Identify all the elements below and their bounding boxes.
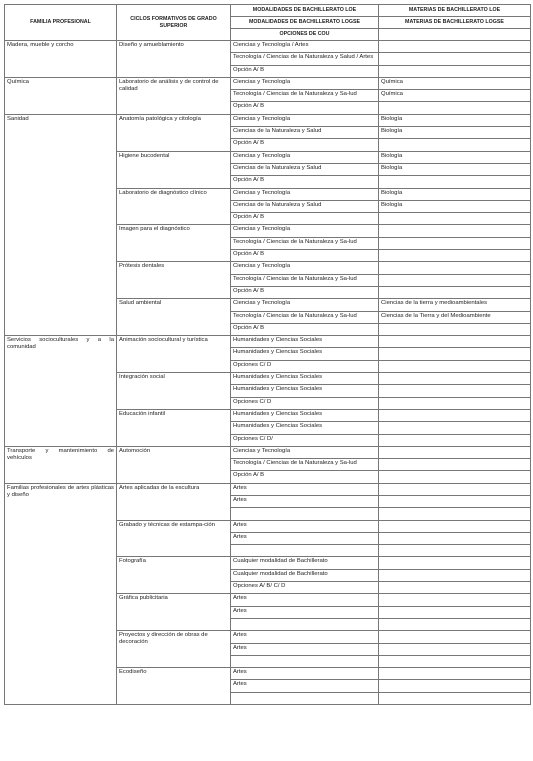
materia-cell: [379, 385, 531, 397]
modalidad-cell: Artes: [231, 495, 379, 507]
modalidad-cell: [231, 655, 379, 667]
header-mat-logse: MATERIAS DE BACHILLERATO LOGSE: [379, 17, 531, 29]
header-familia: FAMILIA PROFESIONAL: [5, 5, 117, 41]
modalidad-cell: [231, 692, 379, 704]
materia-cell: [379, 446, 531, 458]
materia-cell: [379, 459, 531, 471]
modalidad-cell: Cualquier modalidad de Bachillerato: [231, 569, 379, 581]
materia-cell: [379, 606, 531, 618]
materia-cell: Biología: [379, 163, 531, 175]
modalidad-cell: Opción A/ B: [231, 286, 379, 298]
modalidad-cell: [231, 545, 379, 557]
family-cell: Madera, mueble y corcho: [5, 41, 117, 78]
cycle-cell: Automoción: [117, 446, 231, 483]
materia-cell: [379, 274, 531, 286]
modalidad-cell: Ciencias y Tecnología: [231, 262, 379, 274]
materia-cell: Biología: [379, 200, 531, 212]
cycle-cell: Diseño y amueblamiento: [117, 41, 231, 78]
modalidad-cell: Tecnología / Ciencias de la Naturaleza y Sa-lud: [231, 311, 379, 323]
materia-cell: [379, 618, 531, 630]
materia-cell: [379, 668, 531, 680]
header-mod-logse: MODALIDADES DE BACHILLERATO LOGSE: [231, 17, 379, 29]
modalidad-cell: Tecnología / Ciencias de la Naturaleza y Sa-lud: [231, 274, 379, 286]
modalidad-cell: Ciencias y Tecnología: [231, 114, 379, 126]
family-cell: Transporte y mantenimiento de vehículos: [5, 446, 117, 483]
materia-cell: [379, 594, 531, 606]
modalidad-cell: Opción A/ B: [231, 323, 379, 335]
materia-cell: [379, 373, 531, 385]
modalidad-cell: Artes: [231, 606, 379, 618]
materia-cell: Biología: [379, 127, 531, 139]
modalidad-cell: Artes: [231, 483, 379, 495]
materia-cell: [379, 139, 531, 151]
cycle-cell: Anatomía patológica y citología: [117, 114, 231, 151]
modalidad-cell: Humanidades y Ciencias Sociales: [231, 373, 379, 385]
cycle-cell: Grabado y técnicas de estampa-ción: [117, 520, 231, 557]
table-row: [5, 77, 531, 89]
materia-cell: [379, 237, 531, 249]
modalidad-cell: Opción A/ B: [231, 250, 379, 262]
materia-cell: [379, 508, 531, 520]
modalidad-cell: Cualquier modalidad de Bachillerato: [231, 557, 379, 569]
header-mod-loe: MODALIDADES DE BACHILLERATO LOE: [231, 5, 379, 17]
modalidad-cell: Opción A/ B: [231, 176, 379, 188]
table-row: [5, 41, 531, 53]
materia-cell: [379, 250, 531, 262]
header-opciones-cou: OPCIONES DE COU: [231, 29, 379, 41]
modalidad-cell: Ciencias y Tecnología: [231, 77, 379, 89]
materia-cell: [379, 532, 531, 544]
modalidad-cell: Artes: [231, 680, 379, 692]
modalidad-cell: Opción A/ B: [231, 213, 379, 225]
materia-cell: [379, 422, 531, 434]
table-row: [5, 483, 531, 495]
cycle-cell: Artes aplicadas de la escultura: [117, 483, 231, 520]
materia-cell: [379, 631, 531, 643]
header-mat-loe: MATERIAS DE BACHILLERATO LOE: [379, 5, 531, 17]
family-cell: Familias profesionales de artes plásticas y diseño: [5, 483, 117, 704]
modalidad-cell: Ciencias y Tecnología / Artes: [231, 41, 379, 53]
modalidad-cell: Artes: [231, 520, 379, 532]
modalidad-cell: Tecnología / Ciencias de la Naturaleza y Sa-lud: [231, 459, 379, 471]
modalidad-cell: [231, 618, 379, 630]
cycle-cell: Animación sociocultural y turística: [117, 336, 231, 373]
cycle-cell: Laboratorio de análisis y de control de calidad: [117, 77, 231, 114]
materia-cell: [379, 225, 531, 237]
modalidad-cell: Ciencias de la Naturaleza y Salud: [231, 163, 379, 175]
materia-cell: [379, 409, 531, 421]
table-header: [5, 5, 531, 41]
family-cell: Sanidad: [5, 114, 117, 335]
materia-cell: [379, 495, 531, 507]
modalidad-cell: Artes: [231, 668, 379, 680]
materia-cell: [379, 520, 531, 532]
cycle-cell: Fotografía: [117, 557, 231, 594]
materia-cell: [379, 65, 531, 77]
cycle-cell: Educación infantil: [117, 409, 231, 446]
modalidad-cell: Opciones C/ D: [231, 360, 379, 372]
modalidad-cell: Tecnología / Ciencias de la Naturaleza y Sa-lud: [231, 90, 379, 102]
modalidad-cell: Ciencias y Tecnología: [231, 188, 379, 200]
materia-cell: Ciencias de la tierra y medioambientales: [379, 299, 531, 311]
materia-cell: [379, 360, 531, 372]
materia-cell: Biología: [379, 188, 531, 200]
modalidad-cell: Ciencias y Tecnología: [231, 446, 379, 458]
modalidad-cell: Humanidades y Ciencias Sociales: [231, 409, 379, 421]
materia-cell: [379, 582, 531, 594]
modalidad-cell: Ciencias y Tecnología: [231, 299, 379, 311]
table-row: [5, 336, 531, 348]
modalidad-cell: Ciencias y Tecnología: [231, 151, 379, 163]
table-row: [5, 114, 531, 126]
materia-cell: [379, 569, 531, 581]
modalidad-cell: Opciones C/ D: [231, 397, 379, 409]
modalidad-cell: [231, 508, 379, 520]
materia-cell: [379, 643, 531, 655]
modalidad-cell: Humanidades y Ciencias Sociales: [231, 348, 379, 360]
materia-cell: [379, 471, 531, 483]
modalidad-cell: Ciencias y Tecnología: [231, 225, 379, 237]
cycle-cell: Proyectos y dirección de obras de decoración: [117, 631, 231, 668]
materia-cell: [379, 434, 531, 446]
materia-cell: [379, 336, 531, 348]
table-row: [5, 446, 531, 458]
materia-cell: [379, 323, 531, 335]
cycle-cell: Imagen para el diagnóstico: [117, 225, 231, 262]
modalidad-cell: Humanidades y Ciencias Sociales: [231, 422, 379, 434]
materia-cell: Biología: [379, 114, 531, 126]
header-blank: [379, 29, 531, 41]
materia-cell: [379, 397, 531, 409]
modalidad-cell: Artes: [231, 631, 379, 643]
materia-cell: [379, 213, 531, 225]
modalidad-cell: Tecnología / Ciencias de la Naturaleza y Salud / Artes: [231, 53, 379, 65]
modalidad-cell: Opción A/ B: [231, 102, 379, 114]
cycle-cell: Integración social: [117, 373, 231, 410]
cycle-cell: Higiene bucodental: [117, 151, 231, 188]
eligibility-table: [4, 4, 531, 705]
materia-cell: [379, 102, 531, 114]
modalidad-cell: Opciones A/ B/ C/ D: [231, 582, 379, 594]
modalidad-cell: Ciencias de la Naturaleza y Salud: [231, 127, 379, 139]
materia-cell: [379, 262, 531, 274]
modalidad-cell: Humanidades y Ciencias Sociales: [231, 336, 379, 348]
materia-cell: [379, 545, 531, 557]
modalidad-cell: Ciencias de la Naturaleza y Salud: [231, 200, 379, 212]
table-body: [5, 41, 531, 705]
materia-cell: [379, 557, 531, 569]
cycle-cell: Ecodiseño: [117, 668, 231, 705]
cycle-cell: Prótesis dentales: [117, 262, 231, 299]
materia-cell: [379, 348, 531, 360]
materia-cell: [379, 41, 531, 53]
header-ciclos: CICLOS FORMATIVOS DE GRADO SUPERIOR: [117, 5, 231, 41]
materia-cell: [379, 53, 531, 65]
cycle-cell: Gráfica publicitaria: [117, 594, 231, 631]
modalidad-cell: Opción A/ B: [231, 471, 379, 483]
cycle-cell: Laboratorio de diagnóstico clínico: [117, 188, 231, 225]
materia-cell: Ciencias de la Tierra y del Medioambiente: [379, 311, 531, 323]
modalidad-cell: Artes: [231, 643, 379, 655]
modalidad-cell: Artes: [231, 532, 379, 544]
cycle-cell: Salud ambiental: [117, 299, 231, 336]
materia-cell: [379, 286, 531, 298]
materia-cell: [379, 655, 531, 667]
materia-cell: Química: [379, 77, 531, 89]
modalidad-cell: Humanidades y Ciencias Sociales: [231, 385, 379, 397]
materia-cell: [379, 483, 531, 495]
family-cell: Química: [5, 77, 117, 114]
materia-cell: [379, 176, 531, 188]
materia-cell: [379, 692, 531, 704]
modalidad-cell: Opción A/ B: [231, 139, 379, 151]
modalidad-cell: Opción A/ B: [231, 65, 379, 77]
modalidad-cell: Opciones C/ D/: [231, 434, 379, 446]
materia-cell: Biología: [379, 151, 531, 163]
materia-cell: Química: [379, 90, 531, 102]
modalidad-cell: Tecnología / Ciencias de la Naturaleza y Sa-lud: [231, 237, 379, 249]
materia-cell: [379, 680, 531, 692]
modalidad-cell: Artes: [231, 594, 379, 606]
family-cell: Servicios socioculturales y a la comunidad: [5, 336, 117, 447]
